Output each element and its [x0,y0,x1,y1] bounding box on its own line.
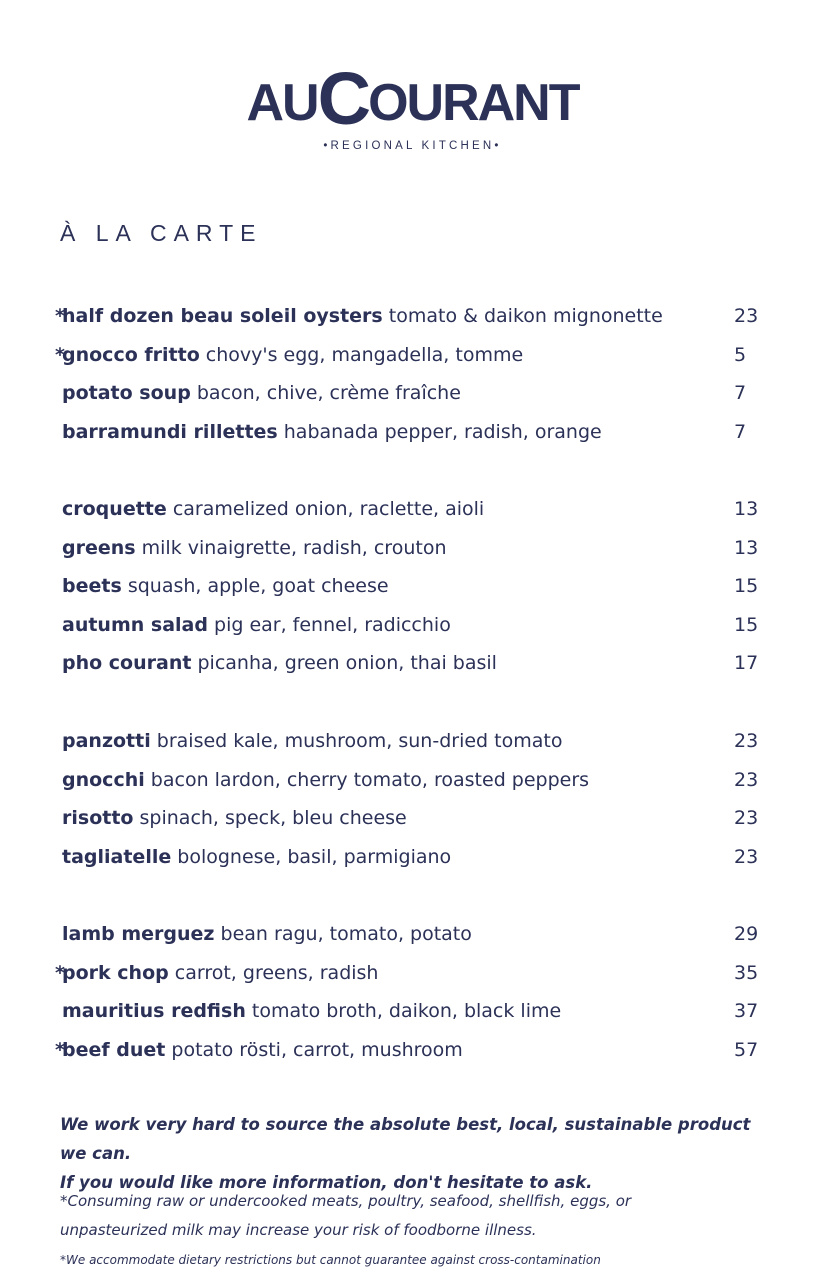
menu-item-price: 7 [734,382,747,405]
menu-item-description: tomato broth, daikon, black lime [251,1000,562,1023]
menu-item-price: 15 [734,575,759,598]
menu-item-price: 37 [734,1000,759,1023]
menu-item-description: braised kale, mushroom, sun-dried tomato [156,730,563,752]
sourcing-line-1: We work very hard to source the absolute best, local, sustainable product we can. [60,1115,751,1163]
menu-item-name: risotto [62,807,134,830]
menu-item-name: mauritius redfish [62,1000,246,1023]
raw-item-marker: * [55,305,65,327]
menu-item-description: habanada pepper, radish, orange [283,420,602,443]
raw-item-marker: * [55,343,65,366]
health-notice-line-1: *Consuming raw or undercooked meats, poultry, seafood, shellfish, eggs, or [60,1192,632,1210]
menu-item-name: barramundi rillettes [62,420,278,443]
menu-item-price: 15 [734,613,759,636]
menu-item-name: panzotti [62,730,151,752]
menu-item-name: tagliatelle [62,845,172,868]
menu-item-price: 29 [734,923,759,945]
menu-item-description: chovy's egg, mangadella, tomme [205,343,524,366]
logo-prefix: AU [246,74,318,132]
menu-item [55,494,765,524]
logo-tagline: •REGIONAL KITCHEN• [323,140,502,152]
health-notice-line-2: unpasteurized milk may increase your risk of foodborne illness. [60,1221,537,1239]
sourcing-line-2: If you would like more information, don't hesitate to ask. [60,1173,593,1192]
menu-item-description: caramelized onion, raclette, aioli [172,498,485,520]
menu-item [55,842,765,872]
menu-item [55,340,765,370]
health-notice [60,1187,780,1245]
menu-item [55,378,765,408]
sourcing-statement [60,1110,780,1197]
menu-item-price: 5 [734,343,747,366]
menu-item-description: carrot, greens, radish [174,961,379,984]
menu-item-description: pig ear, fennel, radicchio [214,613,451,636]
menu-item [55,726,765,756]
menu-item-price: 7 [734,420,747,443]
menu-item-price: 23 [734,768,759,791]
menu-item-price: 23 [734,807,759,830]
menu-item-price: 35 [734,961,759,984]
menu-item-name: half dozen beau soleil oysters [62,305,383,327]
menu-item [55,610,765,640]
menu-item [55,958,765,988]
menu-item-price: 23 [734,305,759,327]
menu-item [55,571,765,601]
menu-item-price: 57 [734,1038,759,1061]
menu-item-description: bacon lardon, cherry tomato, roasted peppers [150,768,590,791]
menu-item-description: picanha, green onion, thai basil [197,652,497,675]
menu-item-name: beef duet [62,1038,166,1061]
menu-item-price: 13 [734,536,759,559]
logo-suffix: OURANT [368,74,579,132]
menu-item-name: pork chop [62,961,169,984]
menu-item [55,996,765,1026]
menu-item-description: squash, apple, goat cheese [127,575,389,598]
menu-item-description: bean ragu, tomato, potato [220,923,472,945]
menu-item-description: tomato & daikon mignonette [388,305,663,327]
menu-item [55,803,765,833]
menu-item [55,533,765,563]
raw-item-marker: * [55,961,65,984]
menu-item-price: 23 [734,845,759,868]
menu-item-name: pho courant [62,652,192,675]
menu-item [55,417,765,447]
menu-item-name: croquette [62,498,167,520]
menu-item-name: beets [62,575,122,598]
raw-item-marker: * [55,1038,65,1061]
logo-wordmark [246,57,579,140]
menu-item [55,919,765,949]
menu-item [55,301,765,331]
menu-item [55,1035,765,1065]
menu-item-name: greens [62,536,136,559]
restaurant-logo [0,57,825,152]
dietary-notice: *We accommodate dietary restrictions but cannot guarantee against cross-contamination [60,1253,601,1267]
menu-item-name: potato soup [62,382,191,405]
section-title: À LA CARTE [60,220,263,246]
menu-item-description: spinach, speck, bleu cheese [139,807,407,830]
logo-letter-c: C [317,57,369,140]
menu-item-description: potato rösti, carrot, mushroom [171,1038,463,1061]
menu-item-price: 13 [734,498,759,520]
menu-item-name: gnocchi [62,768,145,791]
menu-item-description: milk vinaigrette, radish, crouton [141,536,447,559]
menu-item-name: lamb merguez [62,923,215,945]
menu-item-description: bolognese, basil, parmigiano [177,845,452,868]
menu-item-name: autumn salad [62,613,208,636]
menu-item-name: gnocco fritto [62,343,200,366]
menu-item-description: bacon, chive, crème fraîche [196,382,461,405]
menu-item-price: 23 [734,730,759,752]
menu-item [55,648,765,678]
menu-item-price: 17 [734,652,759,675]
menu-item [55,765,765,795]
